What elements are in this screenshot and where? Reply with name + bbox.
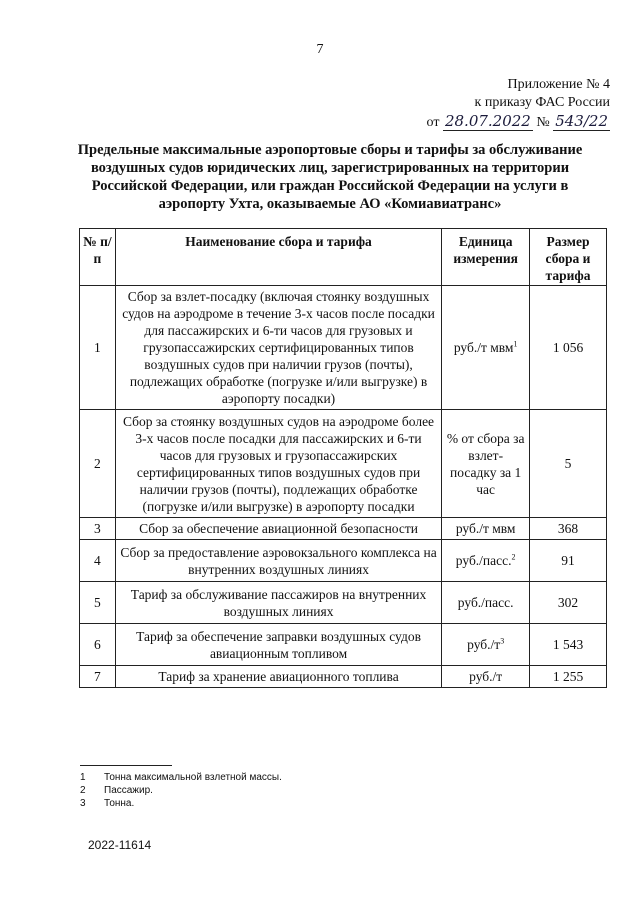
row-value: 1 543 — [530, 624, 607, 666]
footnote-text: Тонна. — [104, 798, 135, 809]
row-name: Сбор за обеспечение авиационной безопасности — [115, 518, 442, 540]
appendix-title: Приложение № 4 — [507, 77, 610, 92]
order-date-number — [427, 112, 610, 132]
row-num: 3 — [80, 518, 116, 540]
table-row — [80, 582, 607, 624]
row-value: 5 — [530, 410, 607, 518]
unit-text: % от сбора за взлет-посадку за 1 час — [446, 430, 525, 497]
row-num: 6 — [80, 624, 116, 666]
row-unit — [442, 410, 530, 518]
row-name: Тариф за хранение авиационного топлива — [115, 666, 442, 688]
table-row — [80, 410, 607, 518]
row-name: Тариф за обеспечение заправки воздушных судов авиационным топливом — [115, 624, 442, 666]
unit-text: руб./пасс. — [455, 553, 512, 568]
row-value: 91 — [530, 540, 607, 582]
footnote-divider — [80, 765, 172, 766]
footnote — [80, 797, 282, 810]
row-name: Сбор за взлет-посадку (включая стоянку воздушных судов на аэродроме в течение 3-х часов после посадки для пассажирских и 6-ти часов для грузовых и грузопассажирских сертифицированных типов воздушных судов при наличии грузов (почты), подлежащих обработке (погрузке и/или выгрузке) в аэропорту посадки) — [115, 286, 442, 410]
table-row — [80, 286, 607, 410]
row-unit — [442, 624, 530, 666]
row-value: 368 — [530, 518, 607, 540]
row-num: 2 — [80, 410, 116, 518]
row-unit — [442, 540, 530, 582]
footnote-ref: 1 — [513, 339, 518, 349]
row-unit — [442, 582, 530, 624]
table-row — [80, 540, 607, 582]
footnote-ref: 2 — [511, 552, 516, 562]
footnote-number: 1 — [80, 772, 86, 783]
unit-text: руб./т мвм — [453, 340, 514, 355]
document-title: Предельные максимальные аэропортовые сборы и тарифы за обслуживание воздушных судов юридических лиц, зарегистрированных на территории Российской Федерации, или граждан Российской Федерации на услуги в аэропорту Ухта, оказываемые АО «Комиавиатранс» — [77, 142, 583, 212]
row-num: 7 — [80, 666, 116, 688]
table-row — [80, 518, 607, 540]
row-num: 1 — [80, 286, 116, 410]
unit-text: руб./пасс. — [457, 595, 514, 610]
row-unit — [442, 666, 530, 688]
header-num: № п/п — [80, 229, 116, 286]
page-number: 7 — [316, 42, 324, 57]
row-name: Тариф за обслуживание пассажиров на внутренних воздушных линиях — [115, 582, 442, 624]
row-value: 1 255 — [530, 666, 607, 688]
document-id: 2022-11614 — [88, 838, 152, 852]
footnote-text: Пассажир. — [104, 785, 153, 796]
table-header-row — [80, 229, 607, 286]
table-row — [80, 666, 607, 688]
appendix-block — [427, 76, 610, 132]
row-name: Сбор за предоставление аэровокзального комплекса на внутренних воздушных линиях — [115, 540, 442, 582]
unit-text: руб./т — [469, 669, 503, 684]
header-unit: Единица измерения — [442, 229, 530, 286]
unit-text: руб./т мвм — [455, 521, 516, 536]
handwritten-date: 28.07.2022 — [444, 112, 531, 130]
row-unit — [442, 518, 530, 540]
table-row — [80, 624, 607, 666]
footnote-number: 2 — [80, 785, 86, 796]
date-prefix: от — [426, 115, 440, 130]
appendix-order-ref: к приказу ФАС России — [474, 95, 610, 110]
unit-text: руб./т — [467, 637, 501, 652]
handwritten-number: 543/22 — [555, 112, 608, 130]
footnote-text: Тонна максимальной взлетной массы. — [104, 772, 282, 783]
header-name: Наименование сбора и тарифа — [115, 229, 442, 286]
row-value: 1 056 — [530, 286, 607, 410]
fees-table — [79, 228, 607, 688]
footnote — [80, 771, 282, 784]
number-prefix: № — [536, 115, 550, 130]
row-value: 302 — [530, 582, 607, 624]
row-unit — [442, 286, 530, 410]
footnote-ref: 3 — [500, 636, 505, 646]
row-num: 5 — [80, 582, 116, 624]
row-num: 4 — [80, 540, 116, 582]
row-name: Сбор за стоянку воздушных судов на аэродроме более 3-х часов после посадки для пассажирских и 6-ти часов для грузовых и грузопассажирских сертифицированных типов воздушных судов при наличии грузов (почты), подлежащих обработке (погрузке и/или выгрузке) в аэропорту посадки — [115, 410, 442, 518]
footnotes — [80, 771, 282, 810]
footnote-number: 3 — [80, 798, 86, 809]
header-value: Размер сбора и тарифа — [530, 229, 607, 286]
footnote — [80, 784, 282, 797]
